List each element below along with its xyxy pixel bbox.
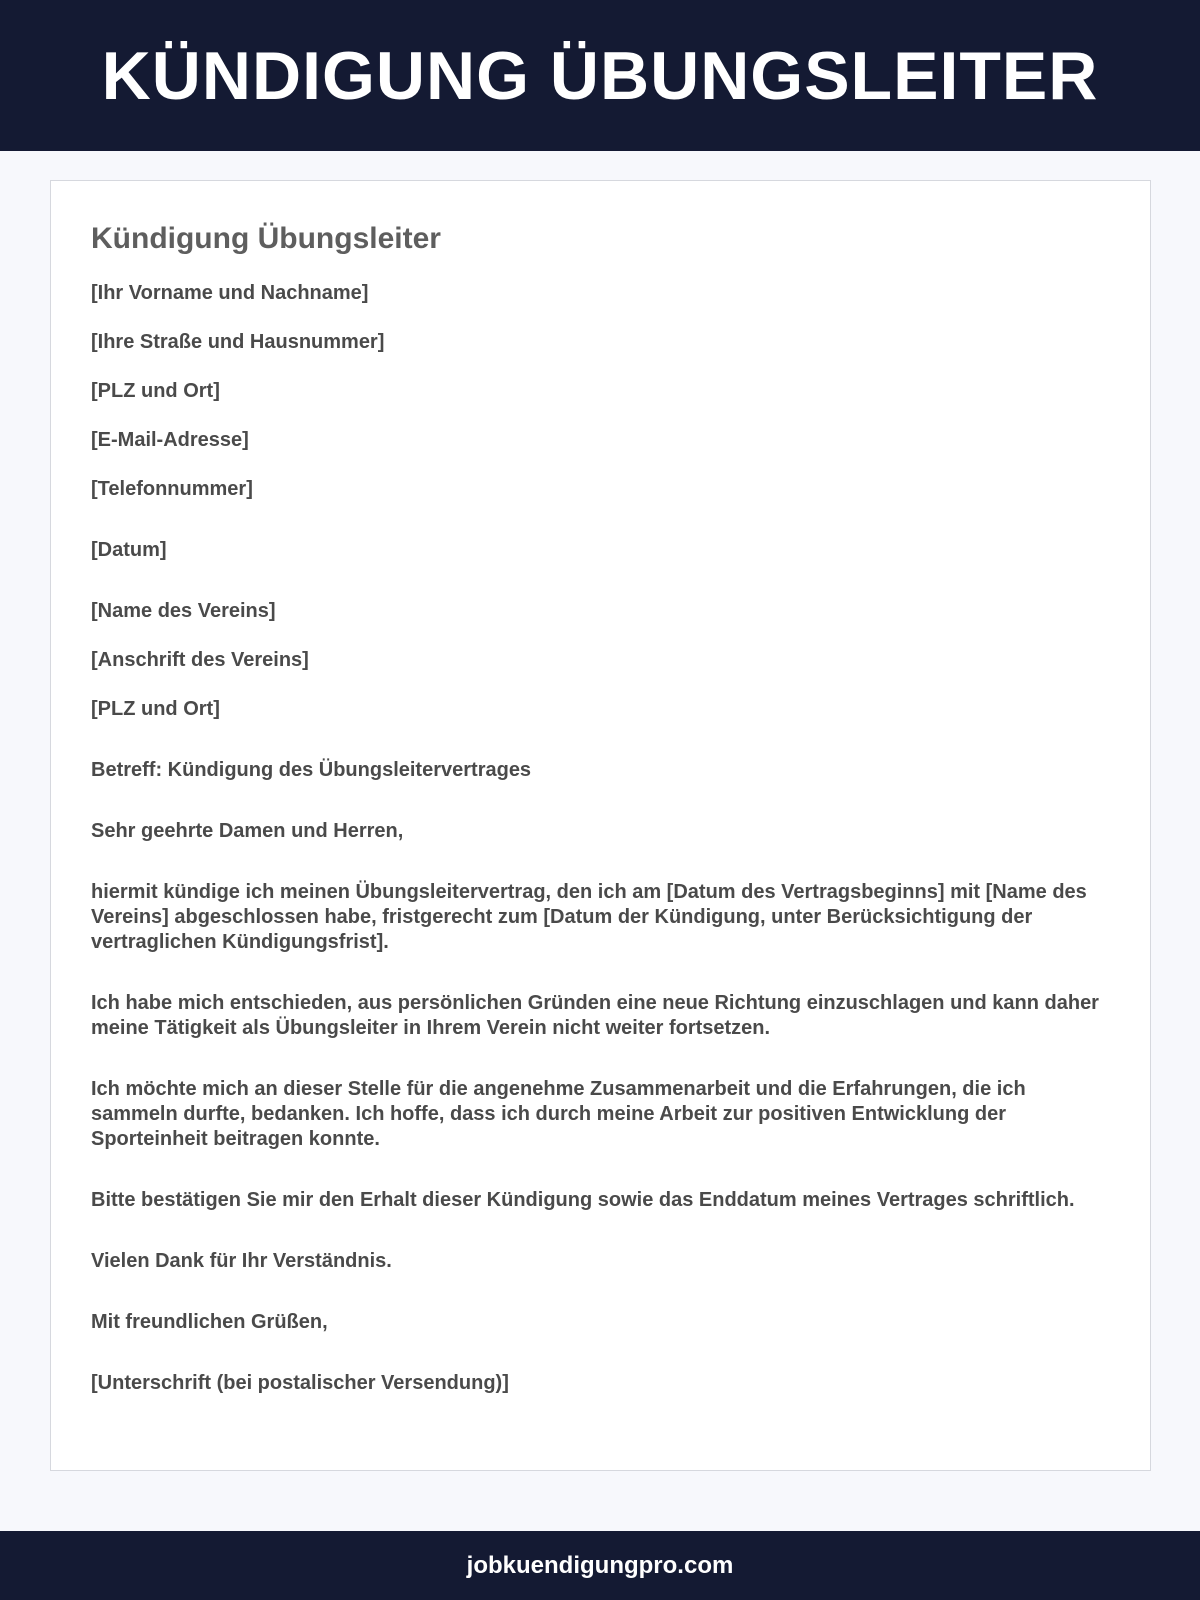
recipient-address: [Anschrift des Vereins] [91, 649, 309, 671]
body-paragraph: Bitte bestätigen Sie mir den Erhalt dieser Kündigung sowie das Enddatum meines Vertrages schriftlich. [91, 1189, 1075, 1211]
body-paragraph: Vielen Dank für Ihr Verständnis. [91, 1250, 392, 1272]
body-paragraph: Ich habe mich entschieden, aus persönlichen Gründen eine neue Richtung einzuschlagen und kann daher meine Tätigkeit als Übungsleiter in Ihrem Verein nicht weiter fortsetzen. [91, 992, 1099, 1039]
letter-date: [Datum] [91, 539, 167, 561]
sender-street: [Ihre Straße und Hausnummer] [91, 331, 385, 353]
recipient-name: [Name des Vereins] [91, 600, 276, 622]
sender-email: [E-Mail-Adresse] [91, 429, 249, 451]
sender-phone: [Telefonnummer] [91, 478, 253, 500]
recipient-city: [PLZ und Ort] [91, 698, 220, 720]
sender-city: [PLZ und Ort] [91, 380, 220, 402]
letter-subject: Betreff: Kündigung des Übungsleitervertrages [91, 759, 532, 781]
letter-card [50, 180, 1151, 1471]
page-title: KÜNDIGUNG ÜBUNGSLEITER [101, 37, 1099, 114]
header-banner [0, 0, 1200, 151]
footer-banner [0, 1531, 1200, 1600]
signature-placeholder: [Unterschrift (bei postalischer Versendung)] [91, 1372, 509, 1394]
letter-closing: Mit freundlichen Grüßen, [91, 1311, 328, 1333]
letter-heading: Kündigung Übungsleiter [91, 222, 441, 255]
footer-site-link[interactable]: jobkuendigungpro.com [466, 1551, 734, 1579]
letter-salutation: Sehr geehrte Damen und Herren, [91, 820, 404, 842]
body-paragraph: Ich möchte mich an dieser Stelle für die angenehme Zusammenarbeit und die Erfahrungen, die ich sammeln durfte, bedanken. Ich hoffe, dass ich durch meine Arbeit zur positiven Entwicklung der Sporteinheit beitragen konnte. [91, 1078, 1026, 1150]
body-paragraph: hiermit kündige ich meinen Übungsleitervertrag, den ich am [Datum des Vertragsbeginns] mit [Name des Vereins] abgeschlossen habe, fristgerecht zum [Datum der Kündigung, unter Berücksichtigung der vertraglichen Kündigungsfrist]. [91, 881, 1087, 953]
sender-name: [Ihr Vorname und Nachname] [91, 282, 369, 304]
